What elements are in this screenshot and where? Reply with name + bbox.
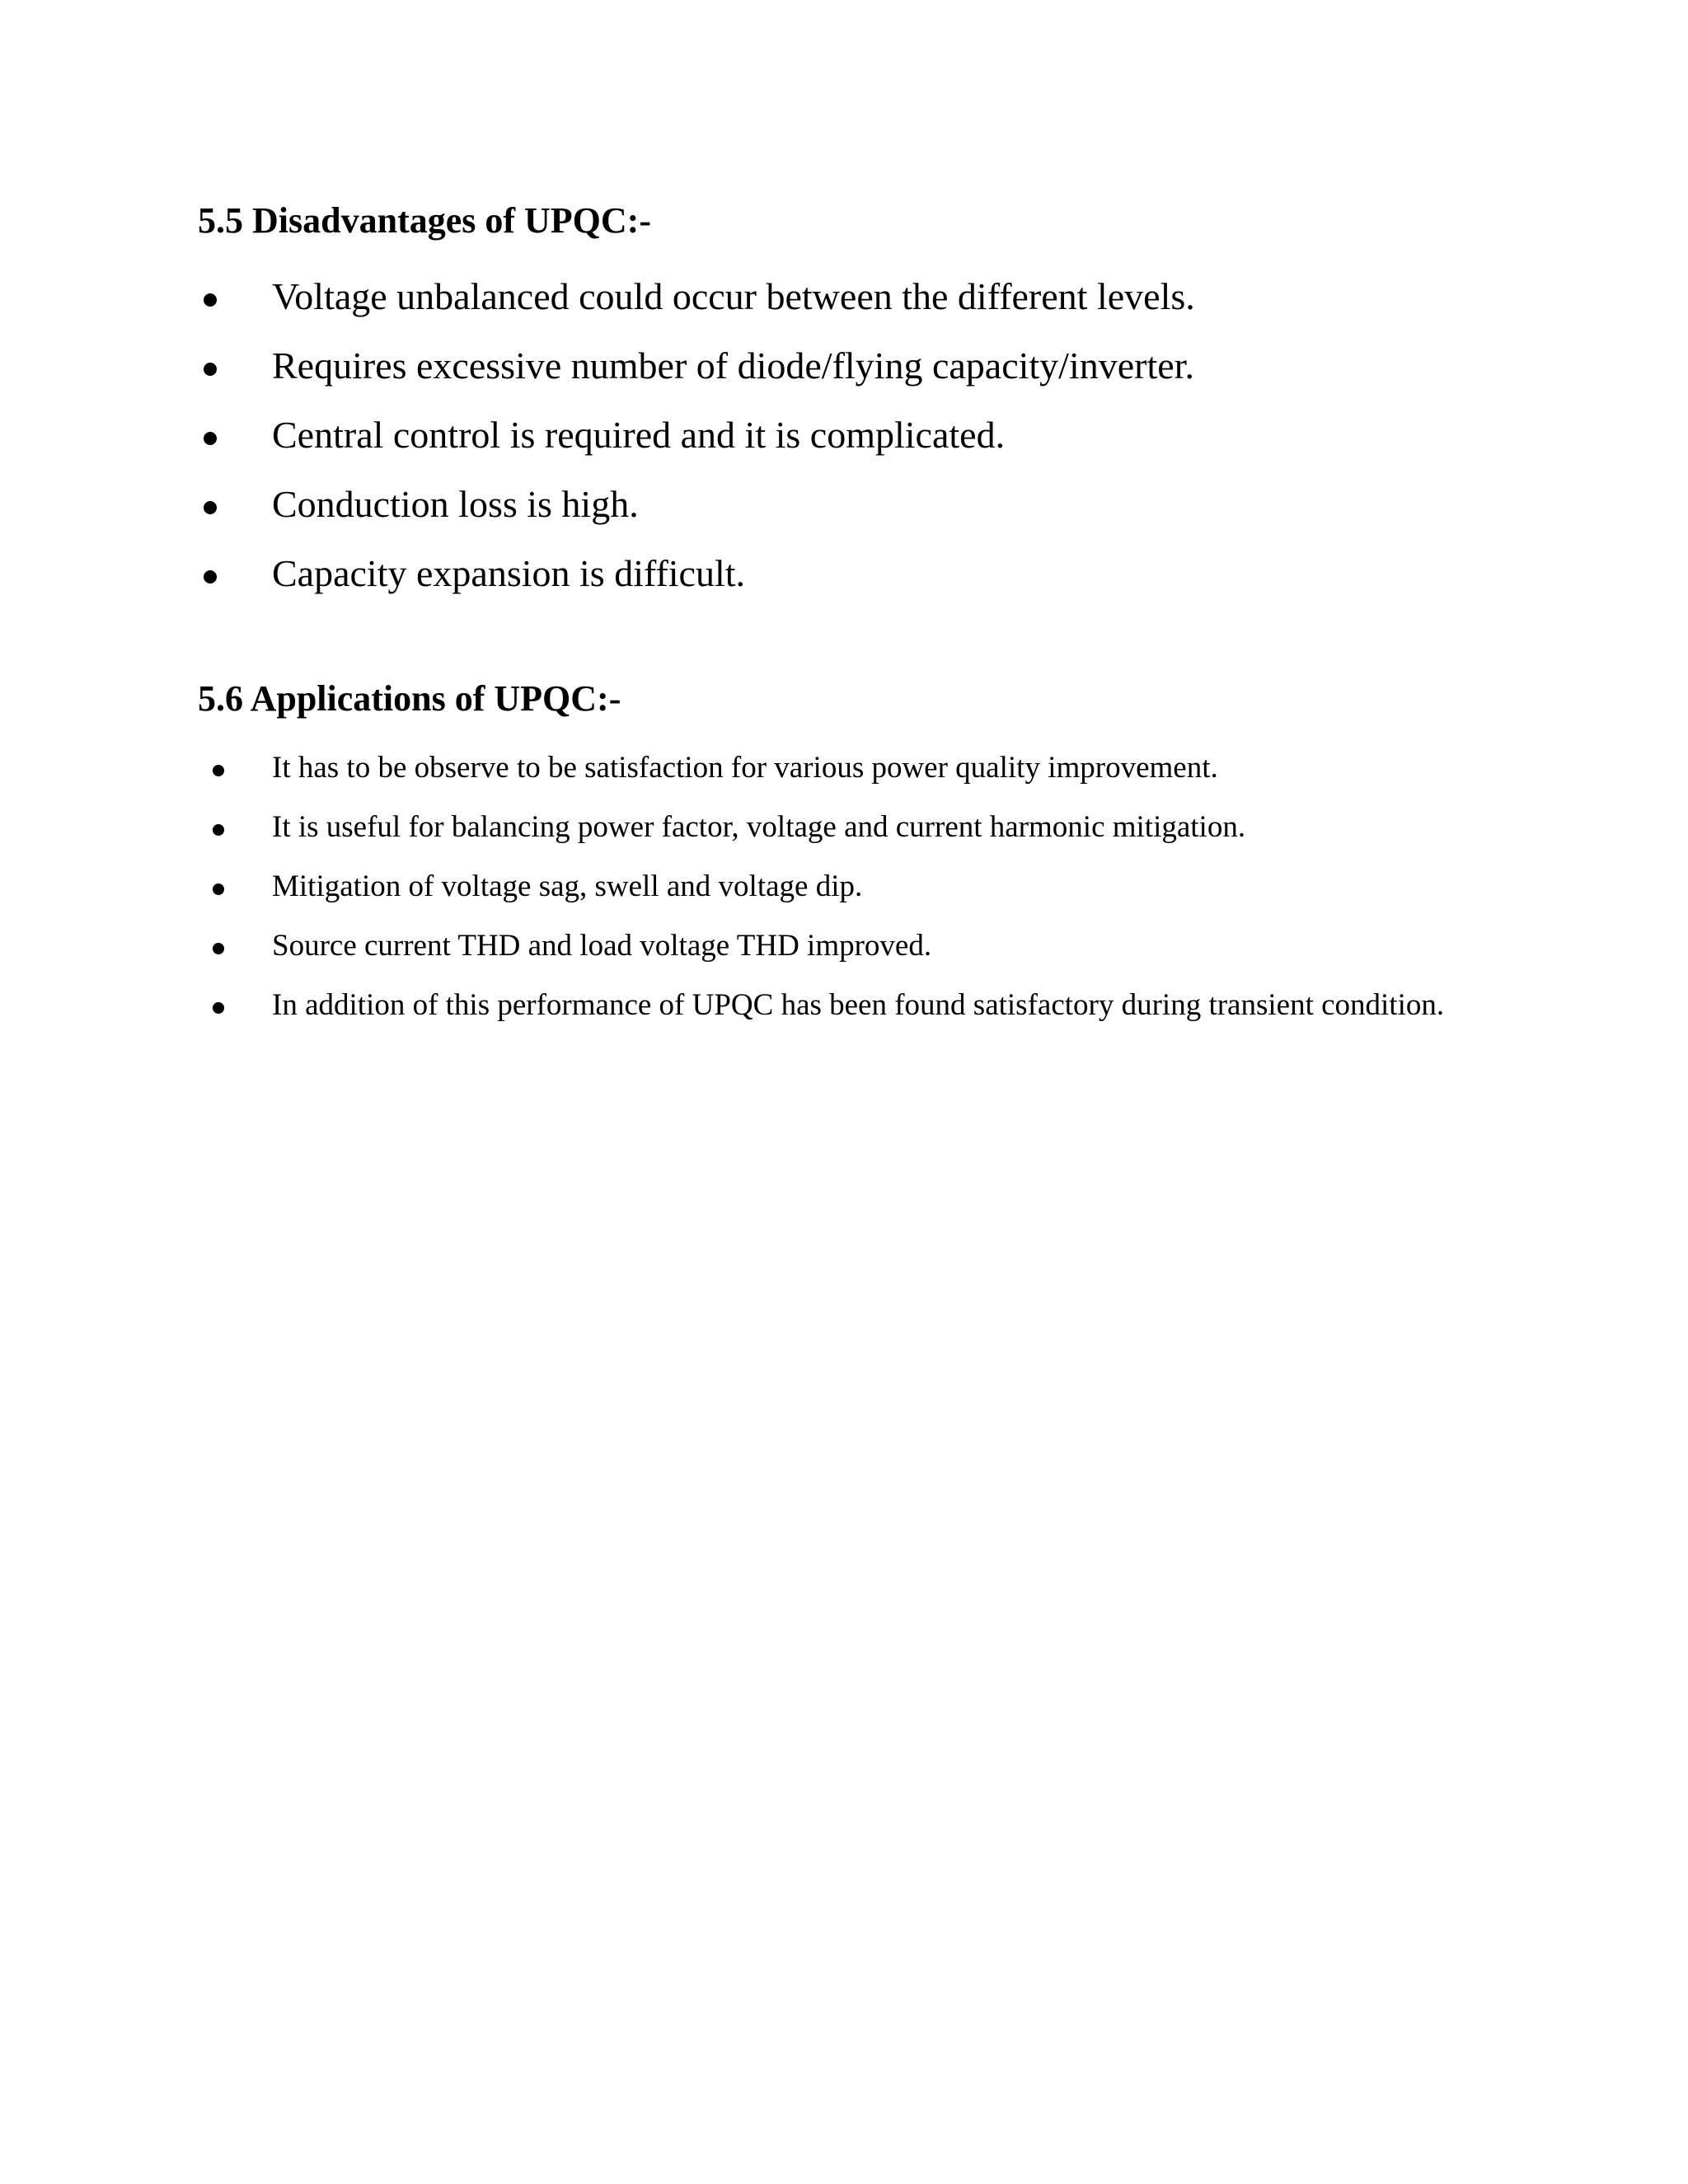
list-item-text: Capacity expansion is difficult. [272,552,746,594]
list-item-text: Voltage unbalanced could occur between the different levels. [272,275,1195,317]
list-item-text: In addition of this performance of UPQC has been found satisfactory during transient condition. [272,988,1445,1022]
bullet-icon [198,401,223,470]
list-item [198,401,1352,470]
bullet-icon [198,262,223,331]
bullet-icon [206,916,231,976]
bullet-icon [198,470,223,539]
disadvantages-list [198,262,1352,608]
applications-list [198,738,1484,1035]
list-item [198,470,1352,539]
list-item-text: Conduction loss is high. [272,483,639,525]
bullet-icon [198,331,223,401]
bullet-icon [206,857,231,916]
list-item [198,976,1484,1035]
section-heading-disadvantages: 5.5 Disadvantages of UPQC:- [198,200,651,241]
list-item [198,798,1484,857]
section-heading-applications: 5.6 Applications of UPQC:- [198,678,621,719]
list-item [198,916,1484,976]
list-item [198,331,1352,401]
bullet-icon [206,738,231,798]
list-item [198,857,1484,916]
list-item-text: It is useful for balancing power factor, voltage and current harmonic mitigation. [272,810,1246,844]
list-item-text: Central control is required and it is complicated. [272,414,1006,456]
list-item-text: Source current THD and load voltage THD improved. [272,929,932,963]
list-item-text: It has to be observe to be satisfaction for various power quality improvement. [272,751,1218,785]
list-item [198,738,1484,798]
list-item-text: Mitigation of voltage sag, swell and voltage dip. [272,869,863,903]
bullet-icon [206,798,231,857]
list-item-text: Requires excessive number of diode/flying capacity/inverter. [272,344,1194,387]
list-item [198,262,1352,331]
list-item [198,539,1352,608]
bullet-icon [198,539,223,608]
bullet-icon [206,976,231,1035]
